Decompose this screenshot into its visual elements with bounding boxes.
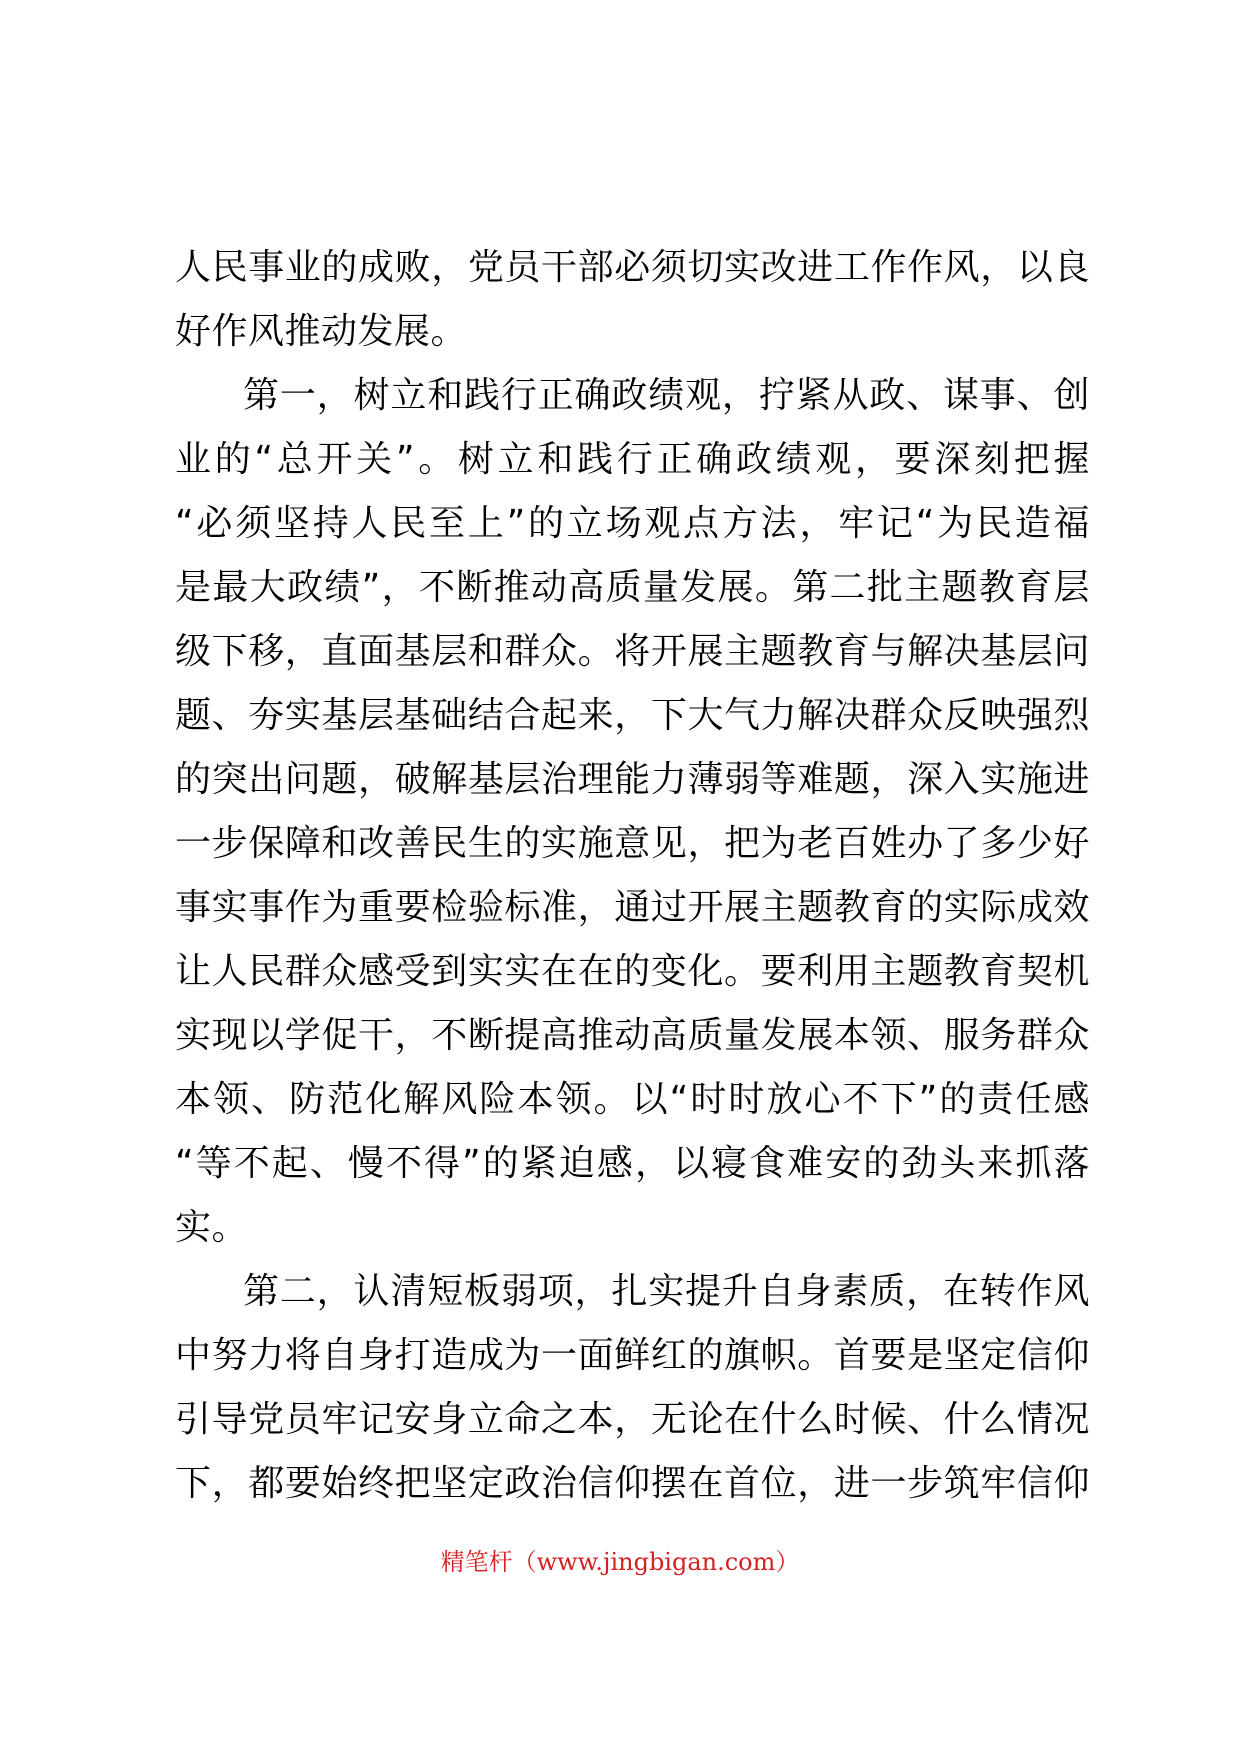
text-line: 实现以学促干，不断提高推动高质量发展本领、服务群众 [175, 1015, 1090, 1056]
text-line: “等不起、慢不得”的紧迫感，以寝食难安的劲头来抓落 [175, 1143, 1090, 1184]
paragraph-first-line: 第二，认清短板弱项，扎实提升自身素质，在转作风 [243, 1271, 1090, 1312]
text-line: 事实事作为重要检验标准，通过开展主题教育的实际成效 [175, 887, 1090, 928]
text-line: 题、夯实基层基础结合起来，下大气力解决群众反映强烈 [175, 695, 1090, 736]
text-line: 引导党员牢记安身立命之本，无论在什么时候、什么情况 [175, 1399, 1090, 1440]
text-line: 级下移，直面基层和群众。将开展主题教育与解决基层问 [175, 631, 1090, 672]
text-line: 是最大政绩”，不断推动高质量发展。第二批主题教育层 [175, 567, 1090, 608]
text-line: 让人民群众感受到实实在在的变化。要利用主题教育契机 [175, 951, 1090, 992]
text-line: “必须坚持人民至上”的立场观点方法，牢记“为民造福 [175, 503, 1090, 544]
text-line: 中努力将自身打造成为一面鲜红的旗帜。首要是坚定信仰 [175, 1335, 1090, 1376]
paragraph-first-line: 第一，树立和践行正确政绩观，拧紧从政、谋事、创 [243, 375, 1090, 416]
text-line: 人民事业的成败，党员干部必须切实改进工作作风，以良 [175, 247, 1090, 288]
text-line: 实。 [175, 1207, 249, 1248]
text-line: 业的“总开关”。树立和践行正确政绩观，要深刻把握 [175, 439, 1090, 480]
text-line: 的突出问题，破解基层治理能力薄弱等难题，深入实施进 [175, 759, 1090, 800]
footer-watermark: 精笔杆（www.jingbigan.com） [440, 1548, 800, 1576]
text-line: 一步保障和改善民生的实施意见，把为老百姓办了多少好 [175, 823, 1090, 864]
text-line: 下，都要始终把坚定政治信仰摆在首位，进一步筑牢信仰 [175, 1463, 1090, 1504]
text-line: 本领、防范化解风险本领。以“时时放心不下”的责任感 [175, 1079, 1090, 1120]
body-text [175, 236, 1090, 1516]
text-line: 好作风推动发展。 [175, 311, 468, 352]
